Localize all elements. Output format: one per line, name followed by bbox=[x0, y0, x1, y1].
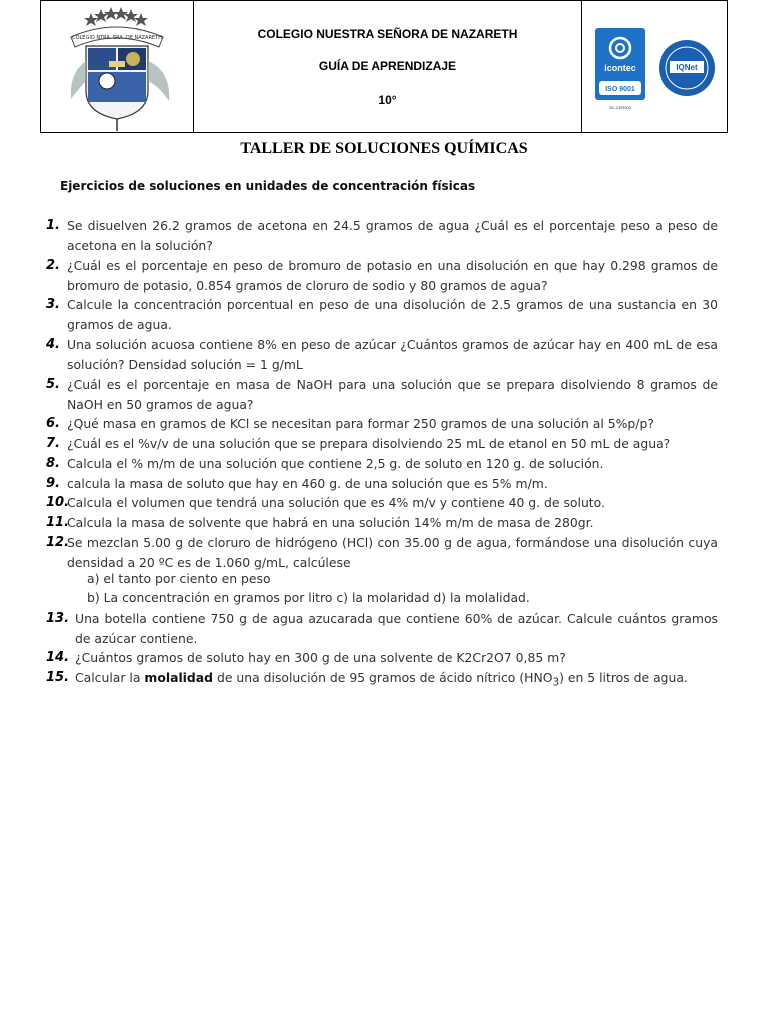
exercise-14 bbox=[46, 648, 718, 668]
exercise-8 bbox=[46, 454, 718, 474]
page-title: TALLER DE SOLUCIONES QUÍMICAS bbox=[240, 140, 528, 157]
icontec-logo-icon bbox=[595, 28, 645, 110]
certification-cell bbox=[582, 1, 727, 132]
exercise-12-item-a: a) el tanto por ciento en peso bbox=[87, 571, 271, 586]
exercise-number: 11. bbox=[46, 515, 70, 530]
guide-title: GUÍA DE APRENDIZAJE bbox=[318, 59, 457, 73]
exercise-number: 8. bbox=[46, 456, 60, 471]
exercise-number: 13. bbox=[46, 611, 70, 626]
exercise-15 bbox=[46, 668, 718, 693]
exercise-number: 5. bbox=[46, 377, 60, 392]
school-name: COLEGIO NUESTRA SEÑORA DE NAZARETH bbox=[257, 27, 518, 41]
exercise-2 bbox=[46, 256, 718, 295]
exercise-number: 7. bbox=[46, 436, 60, 451]
exercise-4 bbox=[46, 335, 718, 374]
exercise-number: 3. bbox=[46, 297, 60, 312]
section-subtitle: Ejercicios de soluciones en unidades de concentración físicas bbox=[60, 179, 476, 193]
exercise-text: Calcular la molalidad de una disolución de 95 gramos de ácido nítrico $(HNO_3)$ en 5 litros de agua. bbox=[75, 670, 688, 689]
svg-text:IQNet: IQNet bbox=[676, 63, 698, 72]
molalidad-emphasis: molalidad bbox=[144, 670, 214, 685]
exercise-text: ¿Qué masa en gramos de KCl se necesitan para formar 250 gramos de una solución al 5%p/p? bbox=[67, 416, 654, 431]
exercise-13 bbox=[46, 609, 718, 648]
exercise-12-item-b: b) La concentración en gramos por litro c) la molaridad d) la molalidad. bbox=[87, 590, 530, 605]
exercise-11 bbox=[46, 513, 718, 533]
exercise-text: ¿Cuál es el porcentaje en peso de bromuro de potasio en una disolución en que hay 0.298 gramos de bromuro de potasio, 0.854 gramos de cloruro de sodio y 80 gramos de agua? bbox=[67, 258, 718, 293]
exercise-text: ¿Cuál es el porcentaje en masa de NaOH para una solución que se prepara disolviendo 8 gramos de NaOH en 50 gramos de agua? bbox=[67, 377, 718, 412]
svg-text:ISO 9001: ISO 9001 bbox=[605, 86, 635, 93]
exercise-10 bbox=[46, 493, 718, 513]
exercise-number: 14. bbox=[46, 650, 70, 665]
exercise-9 bbox=[46, 474, 718, 494]
exercise-text: ¿Cuántos gramos de soluto hay en 300 g de una solvente de K2Cr2O7 0,85 m? bbox=[75, 650, 566, 665]
grade-label: 10° bbox=[378, 93, 397, 107]
exercise-text: Una botella contiene 750 g de agua azucarada que contiene 60% de azúcar. Calcule cuántos gramos de azúcar contiene. bbox=[75, 611, 718, 646]
exercise-text: Se mezclan 5.00 g de cloruro de hidrógeno (HCl) con 35.00 g de agua, formándose una disolución cuya densidad a 20 ºC es de 1.060 g/mL, calcúlese bbox=[67, 535, 718, 570]
exercise-text: Se disuelven 26.2 gramos de acetona en 24.5 gramos de agua ¿Cuál es el porcentaje peso a peso de acetona en la solución? bbox=[67, 218, 718, 253]
exercise-number: 12. bbox=[46, 535, 70, 550]
logo-banner-text: COLEGIO NTRA. SRA. DE NAZARETH bbox=[72, 35, 162, 41]
exercise-text: Calcule la concentración porcentual en peso de una disolución de 2.5 gramos de una sustancia en 30 gramos de agua. bbox=[67, 297, 718, 332]
exercise-text: Una solución acuosa contiene 8% en peso de azúcar ¿Cuántos gramos de azúcar hay en 400 mL de esa solución? Densidad solución = 1 g/mL bbox=[67, 337, 718, 372]
exercise-number: 6. bbox=[46, 416, 60, 431]
svg-text:SC-CER000: SC-CER000 bbox=[608, 105, 632, 110]
exercise-number: 10. bbox=[46, 495, 70, 510]
exercise-number: 2. bbox=[46, 258, 60, 273]
certification-logos bbox=[582, 1, 727, 132]
school-logo-cell bbox=[41, 1, 194, 132]
svg-text:icontec: icontec bbox=[604, 63, 636, 73]
exercise-text: Calcula el volumen que tendrá una solución que es 4% m/v y contiene 40 g. de soluto. bbox=[67, 495, 605, 510]
exercise-text: Calcula el % m/m de una solución que contiene 2,5 g. de soluto en 120 g. de solución. bbox=[67, 456, 604, 471]
exercise-number: 15. bbox=[46, 670, 70, 685]
exercise-12 bbox=[46, 533, 718, 572]
exercise-7 bbox=[46, 434, 718, 454]
exercise-5 bbox=[46, 375, 718, 414]
exercise-6 bbox=[46, 414, 718, 434]
exercise-text: calcula la masa de soluto que hay en 460 g. de una solución que es 5% m/m. bbox=[67, 476, 548, 491]
iqnet-logo-icon bbox=[659, 40, 715, 96]
exercise-number: 1. bbox=[46, 218, 60, 233]
exercise-number: 4. bbox=[46, 337, 60, 352]
exercise-3 bbox=[46, 295, 718, 334]
subscript-3: 3 bbox=[552, 676, 560, 689]
exercise-number: 9. bbox=[46, 476, 60, 491]
exercise-text: Calcula la masa de solvente que habrá en una solución 14% m/m de masa de 280gr. bbox=[67, 515, 594, 530]
exercise-text: ¿Cuál es el %v/v de una solución que se prepara disolviendo 25 mL de etanol en 50 mL de agua? bbox=[67, 436, 671, 451]
exercise-1 bbox=[46, 216, 718, 255]
school-crest-icon bbox=[41, 1, 194, 132]
